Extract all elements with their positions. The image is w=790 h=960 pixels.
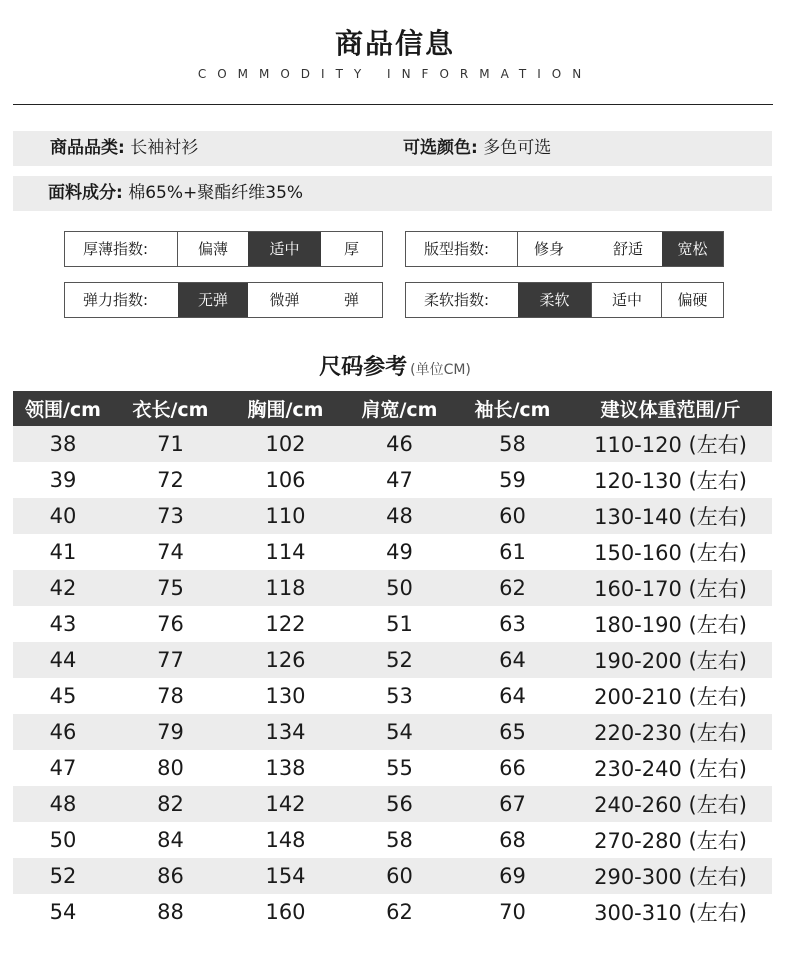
cell-sleeve: 62 xyxy=(456,570,569,606)
category-field xyxy=(50,131,198,166)
header-length: 衣长/cm xyxy=(113,391,228,426)
cell-chest: 154 xyxy=(228,858,343,894)
header-weight: 建议体重范围/斤 xyxy=(569,391,772,426)
cell-sleeve: 63 xyxy=(456,606,569,642)
cell-sleeve: 64 xyxy=(456,642,569,678)
cell-length: 76 xyxy=(113,606,228,642)
cell-length: 88 xyxy=(113,894,228,930)
page-title: 商品信息 xyxy=(334,27,455,60)
cell-shoulder: 49 xyxy=(343,534,456,570)
table-row xyxy=(13,570,772,606)
cell-sleeve: 64 xyxy=(456,678,569,714)
header-sleeve: 袖长/cm xyxy=(456,391,569,426)
fit-option-slim: 修身 xyxy=(533,240,564,258)
fabric-field xyxy=(48,176,303,211)
cell-chest: 106 xyxy=(228,462,343,498)
cell-weight: 300-310 (左右) xyxy=(569,894,772,930)
cell-length: 82 xyxy=(113,786,228,822)
cell-length: 74 xyxy=(113,534,228,570)
cell-weight: 290-300 (左右) xyxy=(569,858,772,894)
size-table-body xyxy=(13,426,772,930)
cell-shoulder: 48 xyxy=(343,498,456,534)
cell-shoulder: 46 xyxy=(343,426,456,462)
thickness-option-thick: 厚 xyxy=(343,240,359,258)
cell-sleeve: 67 xyxy=(456,786,569,822)
color-label: 可选颜色: xyxy=(403,138,478,158)
cell-shoulder: 47 xyxy=(343,462,456,498)
cell-neck: 39 xyxy=(13,462,113,498)
cell-shoulder: 55 xyxy=(343,750,456,786)
color-value: 多色可选 xyxy=(483,138,552,158)
size-table xyxy=(13,391,772,930)
cell-length: 84 xyxy=(113,822,228,858)
cell-weight: 230-240 (左右) xyxy=(569,750,772,786)
header-divider xyxy=(13,104,773,105)
cell-chest: 118 xyxy=(228,570,343,606)
category-value: 长袖衬衫 xyxy=(130,138,199,158)
cell-chest: 142 xyxy=(228,786,343,822)
cell-shoulder: 60 xyxy=(343,858,456,894)
softness-option-stiff: 偏硬 xyxy=(677,291,708,309)
cell-sleeve: 70 xyxy=(456,894,569,930)
elasticity-option-none-selected: 无弹 xyxy=(178,283,248,317)
cell-length: 79 xyxy=(113,714,228,750)
cell-shoulder: 52 xyxy=(343,642,456,678)
cell-length: 80 xyxy=(113,750,228,786)
header-shoulder: 肩宽/cm xyxy=(343,391,456,426)
cell-weight: 190-200 (左右) xyxy=(569,642,772,678)
cell-sleeve: 61 xyxy=(456,534,569,570)
fabric-label: 面料成分: xyxy=(48,183,123,203)
cell-neck: 42 xyxy=(13,570,113,606)
elasticity-option-stretch: 弹 xyxy=(343,291,359,309)
elasticity-scale xyxy=(64,282,383,318)
fabric-value: 棉65%+聚酯纤维35% xyxy=(128,183,304,203)
cell-sleeve: 66 xyxy=(456,750,569,786)
color-field xyxy=(403,131,551,166)
table-row xyxy=(13,786,772,822)
softness-option-soft-selected: 柔软 xyxy=(518,283,591,317)
cell-weight: 150-160 (左右) xyxy=(569,534,772,570)
cell-weight: 120-130 (左右) xyxy=(569,462,772,498)
cell-shoulder: 50 xyxy=(343,570,456,606)
softness-option-medium: 适中 xyxy=(611,291,642,309)
cell-sleeve: 69 xyxy=(456,858,569,894)
cell-weight: 200-210 (左右) xyxy=(569,678,772,714)
softness-label: 柔软指数: xyxy=(424,291,490,309)
fit-option-comfort: 舒适 xyxy=(612,240,643,258)
cell-chest: 160 xyxy=(228,894,343,930)
table-row xyxy=(13,822,772,858)
cell-neck: 40 xyxy=(13,498,113,534)
size-chart-title: 尺码参考 xyxy=(319,355,408,380)
cell-chest: 126 xyxy=(228,642,343,678)
cell-neck: 45 xyxy=(13,678,113,714)
cell-shoulder: 62 xyxy=(343,894,456,930)
page-subtitle: COMMODITY INFORMATION xyxy=(197,67,593,81)
cell-chest: 122 xyxy=(228,606,343,642)
cell-shoulder: 54 xyxy=(343,714,456,750)
table-row xyxy=(13,714,772,750)
size-chart-unit: (单位CM) xyxy=(410,362,471,378)
thickness-option-medium-selected: 适中 xyxy=(248,232,321,266)
cell-weight: 220-230 (左右) xyxy=(569,714,772,750)
thickness-option-thin: 偏薄 xyxy=(197,240,228,258)
table-row xyxy=(13,642,772,678)
table-row xyxy=(13,606,772,642)
table-row xyxy=(13,498,772,534)
cell-chest: 130 xyxy=(228,678,343,714)
table-row xyxy=(13,426,772,462)
cell-length: 77 xyxy=(113,642,228,678)
cell-length: 86 xyxy=(113,858,228,894)
cell-weight: 270-280 (左右) xyxy=(569,822,772,858)
size-chart-heading xyxy=(0,350,790,381)
cell-neck: 46 xyxy=(13,714,113,750)
cell-neck: 43 xyxy=(13,606,113,642)
fit-option-loose-selected: 宽松 xyxy=(662,232,723,266)
fit-label: 版型指数: xyxy=(424,240,490,258)
cell-neck: 54 xyxy=(13,894,113,930)
cell-chest: 138 xyxy=(228,750,343,786)
cell-sleeve: 68 xyxy=(456,822,569,858)
cell-length: 75 xyxy=(113,570,228,606)
cell-neck: 52 xyxy=(13,858,113,894)
cell-shoulder: 53 xyxy=(343,678,456,714)
thickness-label: 厚薄指数: xyxy=(83,240,149,258)
cell-sleeve: 65 xyxy=(456,714,569,750)
cell-chest: 102 xyxy=(228,426,343,462)
header-chest: 胸围/cm xyxy=(228,391,343,426)
size-table-header xyxy=(13,391,772,426)
cell-neck: 38 xyxy=(13,426,113,462)
table-row xyxy=(13,534,772,570)
cell-sleeve: 60 xyxy=(456,498,569,534)
cell-shoulder: 58 xyxy=(343,822,456,858)
cell-neck: 44 xyxy=(13,642,113,678)
info-row-category-color xyxy=(13,131,772,166)
softness-scale xyxy=(405,282,724,318)
elasticity-label: 弹力指数: xyxy=(83,291,149,309)
table-row xyxy=(13,750,772,786)
cell-length: 78 xyxy=(113,678,228,714)
cell-weight: 180-190 (左右) xyxy=(569,606,772,642)
cell-sleeve: 58 xyxy=(456,426,569,462)
cell-neck: 41 xyxy=(13,534,113,570)
cell-weight: 160-170 (左右) xyxy=(569,570,772,606)
table-row xyxy=(13,678,772,714)
header-neck: 领围/cm xyxy=(13,391,113,426)
category-label: 商品品类: xyxy=(50,138,125,158)
cell-neck: 47 xyxy=(13,750,113,786)
cell-sleeve: 59 xyxy=(456,462,569,498)
cell-neck: 50 xyxy=(13,822,113,858)
cell-chest: 134 xyxy=(228,714,343,750)
elasticity-option-slight: 微弹 xyxy=(269,291,300,309)
table-row xyxy=(13,894,772,930)
table-row xyxy=(13,858,772,894)
thickness-scale xyxy=(64,231,383,267)
table-row xyxy=(13,462,772,498)
cell-chest: 148 xyxy=(228,822,343,858)
fit-scale xyxy=(405,231,724,267)
cell-shoulder: 56 xyxy=(343,786,456,822)
cell-length: 71 xyxy=(113,426,228,462)
cell-length: 72 xyxy=(113,462,228,498)
cell-chest: 114 xyxy=(228,534,343,570)
info-row-fabric xyxy=(13,176,772,211)
cell-neck: 48 xyxy=(13,786,113,822)
cell-shoulder: 51 xyxy=(343,606,456,642)
cell-chest: 110 xyxy=(228,498,343,534)
cell-length: 73 xyxy=(113,498,228,534)
cell-weight: 240-260 (左右) xyxy=(569,786,772,822)
cell-weight: 130-140 (左右) xyxy=(569,498,772,534)
cell-weight: 110-120 (左右) xyxy=(569,426,772,462)
